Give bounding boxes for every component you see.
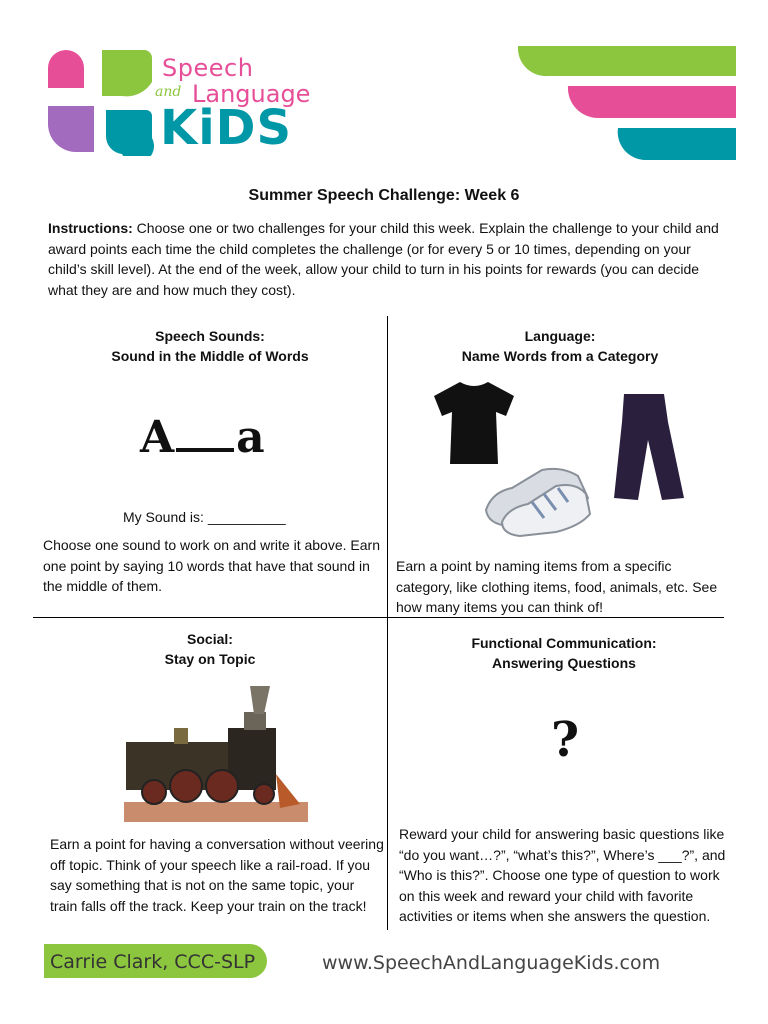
language-heading	[392, 326, 728, 366]
letter-blank-graphic	[140, 412, 300, 463]
functional-heading-2: Answering Questions	[492, 655, 636, 671]
language-heading-2: Name Words from a Category	[461, 348, 659, 364]
brand-and: and	[155, 84, 182, 100]
blank-line	[176, 448, 234, 452]
functional-body: Reward your child for answering basic questions like “do you want…?”, “what’s this?”, Where’s ___?”, and “Who is this?”. Choose one type of question to work on this week and reward your child with favorite activities or items when she answers the question.	[399, 826, 726, 924]
brand-speech: Speech	[162, 54, 254, 82]
brand-kids: KiDS	[160, 100, 293, 156]
instructions	[48, 218, 728, 300]
instructions-label: Instructions:	[48, 220, 133, 236]
social-heading-1: Social:	[187, 631, 233, 647]
page-title: Summer Speech Challenge: Week 6	[248, 187, 520, 204]
train-icon	[124, 684, 308, 822]
brand-language: Language	[192, 80, 311, 108]
language-body: Earn a point by naming items from a specific category, like clothing items, food, animals, etc. See how many items you can think of!	[396, 558, 718, 615]
letter-upper: A	[140, 412, 175, 463]
author-name: Carrie Clark, CCC-SLP	[50, 951, 256, 973]
language-heading-1: Language:	[524, 328, 596, 344]
functional-heading	[392, 633, 736, 673]
tshirt-icon	[430, 378, 518, 468]
vertical-divider	[387, 316, 388, 930]
speech-heading-1: Speech Sounds:	[155, 328, 265, 344]
speech-body: Choose one sound to work on and write it above. Earn one point by saying 10 words that have that sound in the middle of them.	[43, 537, 380, 594]
question-mark-icon: ?	[550, 712, 580, 768]
functional-heading-1: Functional Communication:	[471, 635, 657, 651]
logo-petals-icon	[46, 48, 154, 156]
instructions-text: Choose one or two challenges for your child this week. Explain the challenge to your child and award points each time the child completes the challenge (or for every 5 or 10 times, depending on your child’s skill level). At the end of the week, allow your child to turn in his points for rewards (you can decide what they are and how much they cost).	[48, 220, 719, 298]
social-body: Earn a point for having a conversation without veering off topic. Think of your speech like a rail-road. If you say something that is not on the same topic, your train falls off the track. Keep your train on the track!	[50, 836, 384, 914]
speech-heading	[40, 326, 380, 366]
pants-icon	[608, 392, 686, 504]
decorative-stripes	[512, 44, 736, 162]
letter-lower: a	[236, 412, 265, 463]
my-sound-line: My Sound is: __________	[123, 509, 286, 525]
sneakers-icon	[482, 462, 592, 538]
website-url: www.SpeechAndLanguageKids.com	[322, 952, 661, 974]
social-heading-2: Stay on Topic	[164, 651, 256, 667]
speech-heading-2: Sound in the Middle of Words	[111, 348, 309, 364]
social-heading	[40, 629, 380, 669]
